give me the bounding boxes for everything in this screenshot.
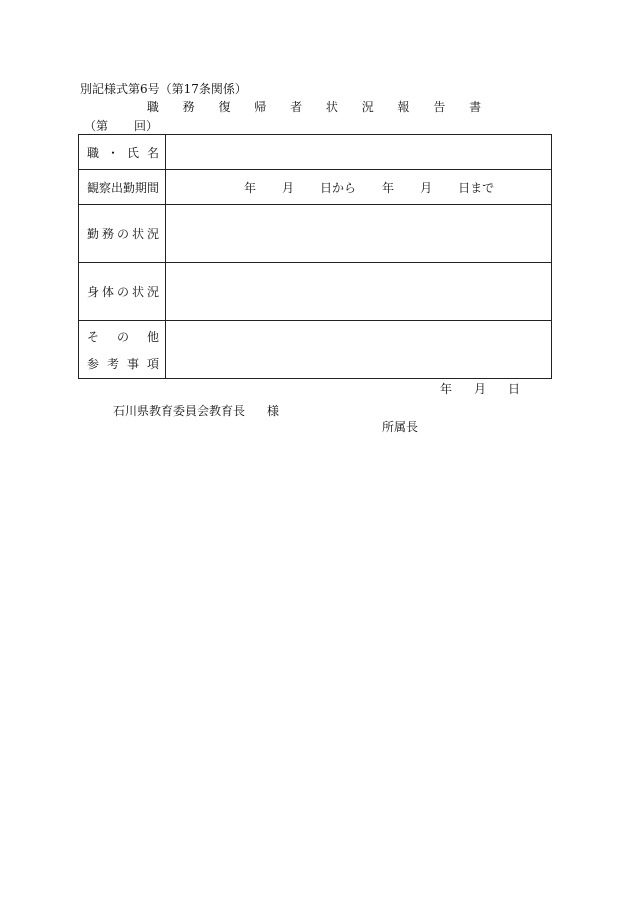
label-char: 況 (146, 285, 159, 299)
value-other-notes[interactable] (166, 321, 552, 379)
label-char: 名 (146, 145, 159, 160)
addressee (113, 402, 279, 419)
date-month: 月 (474, 382, 487, 396)
label-char: 勤 (87, 227, 100, 241)
label-char: 況 (146, 227, 159, 241)
table-row-other-notes (79, 321, 552, 379)
addressee-honorific: 様 (267, 404, 280, 418)
label-char: 考 (106, 356, 119, 371)
label-other-notes (79, 321, 166, 379)
round-number (84, 117, 158, 134)
date-day: 日 (508, 382, 521, 396)
label-char: 状 (131, 285, 144, 299)
date-year: 年 (440, 382, 453, 396)
table-row-name (79, 135, 552, 170)
label-work-status (79, 205, 166, 263)
period-day-from: 日から (320, 180, 357, 195)
table-row-work-status (79, 205, 552, 263)
round-open: （第 (84, 119, 109, 133)
label-char: そ (87, 329, 100, 344)
label-char: の (116, 227, 129, 241)
value-work-status[interactable] (166, 205, 552, 263)
label-char: ・ (106, 145, 119, 160)
value-name[interactable] (166, 135, 552, 170)
label-char: 事 (126, 356, 139, 371)
report-table (78, 134, 552, 379)
label-char: 身 (87, 285, 100, 299)
label-char: 職 (87, 145, 100, 160)
label-name (79, 135, 166, 170)
label-char: 氏 (126, 145, 139, 160)
document-title: 職 務 復 帰 者 状 況 報 告 書 (146, 100, 492, 114)
label-char: 項 (146, 356, 159, 371)
label-period: 観察出勤期間 (79, 170, 166, 205)
value-period[interactable] (166, 170, 552, 205)
table-row-health-status (79, 263, 552, 321)
addressee-name: 石川県教育委員会教育長 (113, 404, 246, 418)
period-month-to: 月 (420, 180, 433, 195)
affiliation-head: 所属長 (382, 420, 419, 434)
label-char: 参 (87, 356, 100, 371)
period-day-to: 日まで (458, 180, 495, 195)
form-reference: 別記様式第6号（第17条関係） (80, 82, 247, 96)
period-year-from: 年 (244, 180, 257, 195)
value-health-status[interactable] (166, 263, 552, 321)
label-char: 他 (146, 329, 159, 344)
report-date (440, 380, 520, 397)
period-year-to: 年 (382, 180, 395, 195)
round-close: 回） (134, 119, 159, 133)
label-health-status (79, 263, 166, 321)
period-month-from: 月 (282, 180, 295, 195)
label-char: 状 (131, 227, 144, 241)
table-row-period (79, 170, 552, 205)
label-char: の (116, 329, 129, 344)
label-char: 務 (101, 227, 114, 241)
label-char: 体 (101, 285, 114, 299)
label-char: の (116, 285, 129, 299)
